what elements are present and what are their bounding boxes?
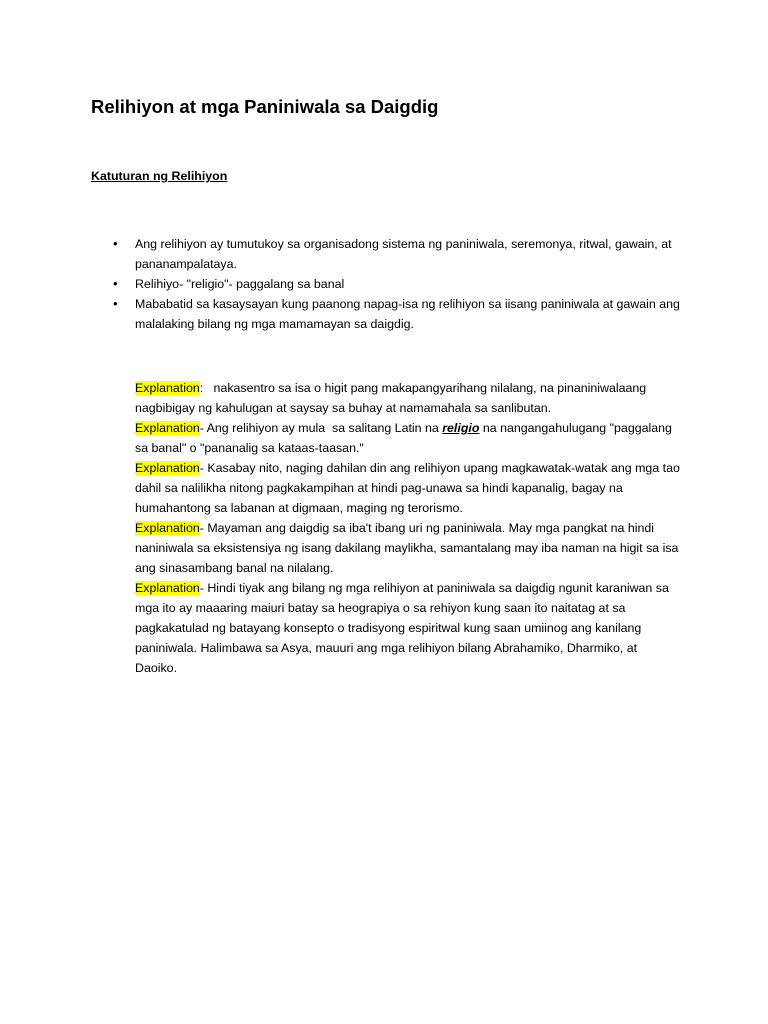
explanation-separator: - [199, 521, 208, 535]
explanation-text: nakasentro sa isa o higit pang makapangyarihang nilalang, na pinaniniwalaang nagbibigay ng kahulugan at saysay sa buhay at namamahala sa sanlibutan. [135, 381, 647, 415]
bullet-text: Relihiyo- "religio"- paggalang sa banal [135, 277, 345, 291]
explanation-label: Explanation [135, 461, 200, 475]
section-heading: Katuturan ng Relihiyon [91, 169, 228, 183]
explanation-label: Explanation [135, 581, 200, 595]
explanation-text: Mayaman ang daigdig sa iba't ibang uri ng paniniwala. May mga pangkat na hindi naniniwala sa eksistensiya ng isang dakilang maylikha, samantalang may iba naman na higit sa isa ang sinasambang banal na nilalang. [135, 521, 679, 575]
latin-term: religio [442, 421, 480, 435]
bullet-text: Mababatid sa kasaysayan kung paanong napag-isa ng relihiyon sa iisang paniniwala at gawain ang malalaking bilang ng mga mamamayan sa daigdig. [135, 297, 680, 331]
explanation-paragraph [135, 378, 680, 418]
explanation-label: Explanation [135, 381, 200, 395]
bullet-icon: • [113, 296, 118, 311]
explanation-label: Explanation [135, 421, 200, 435]
explanation-separator: - [199, 461, 208, 475]
explanation-text: Hindi tiyak ang bilang ng mga relihiyon at paniniwala sa daigdig ngunit karaniwan sa mga ito ay maaaring maiuri batay sa heograpiya o sa rehiyon kung saan ito naitatag at sa pagkakatulad ng batayang konsepto o tradisyong espiritwal kung saan umiinog ang kanilang paniniwala. Halimbawa sa Asya, mauuri ang mga relihiyon bilang Abrahamiko, Dharmiko, at Daoiko. [135, 581, 669, 675]
explanation-text: Kasabay nito, naging dahilan din ang relihiyon upang magkawatak-watak ang mga tao dahil sa nalilikha nitong pagkakampihan at hindi pag-unawa sa hindi kapanalig, bagay na humahantong sa labanan at digmaan, maging ng terorismo. [135, 461, 680, 515]
bullet-list [0, 234, 768, 334]
bullet-item [0, 294, 680, 334]
bullet-icon: • [113, 276, 118, 291]
document-title: Relihiyon at mga Paniniwala sa Daigdig [91, 96, 439, 117]
explanation-text: Ang relihiyon ay mula sa salitang Latin na [206, 421, 443, 435]
bullet-icon: • [113, 236, 118, 251]
explanation-paragraph [135, 418, 680, 458]
explanation-separator: - [199, 421, 207, 435]
explanation-label: Explanation [135, 521, 200, 535]
bullet-item [0, 234, 680, 274]
explanation-separator: - [199, 581, 208, 595]
explanation-separator: : [199, 381, 214, 395]
bullet-text: Ang relihiyon ay tumutukoy sa organisadong sistema ng paniniwala, seremonya, ritwal, gawain, at pananampalataya. [135, 237, 672, 271]
explanation-paragraph [135, 578, 680, 678]
bullet-item [0, 274, 680, 294]
explanations-block [135, 378, 680, 678]
explanation-paragraph [135, 458, 680, 518]
explanation-text: na nangangahulugang "paggalang sa banal" o "pananalig sa kataas-taasan." [135, 421, 672, 455]
explanation-paragraph [135, 518, 680, 578]
